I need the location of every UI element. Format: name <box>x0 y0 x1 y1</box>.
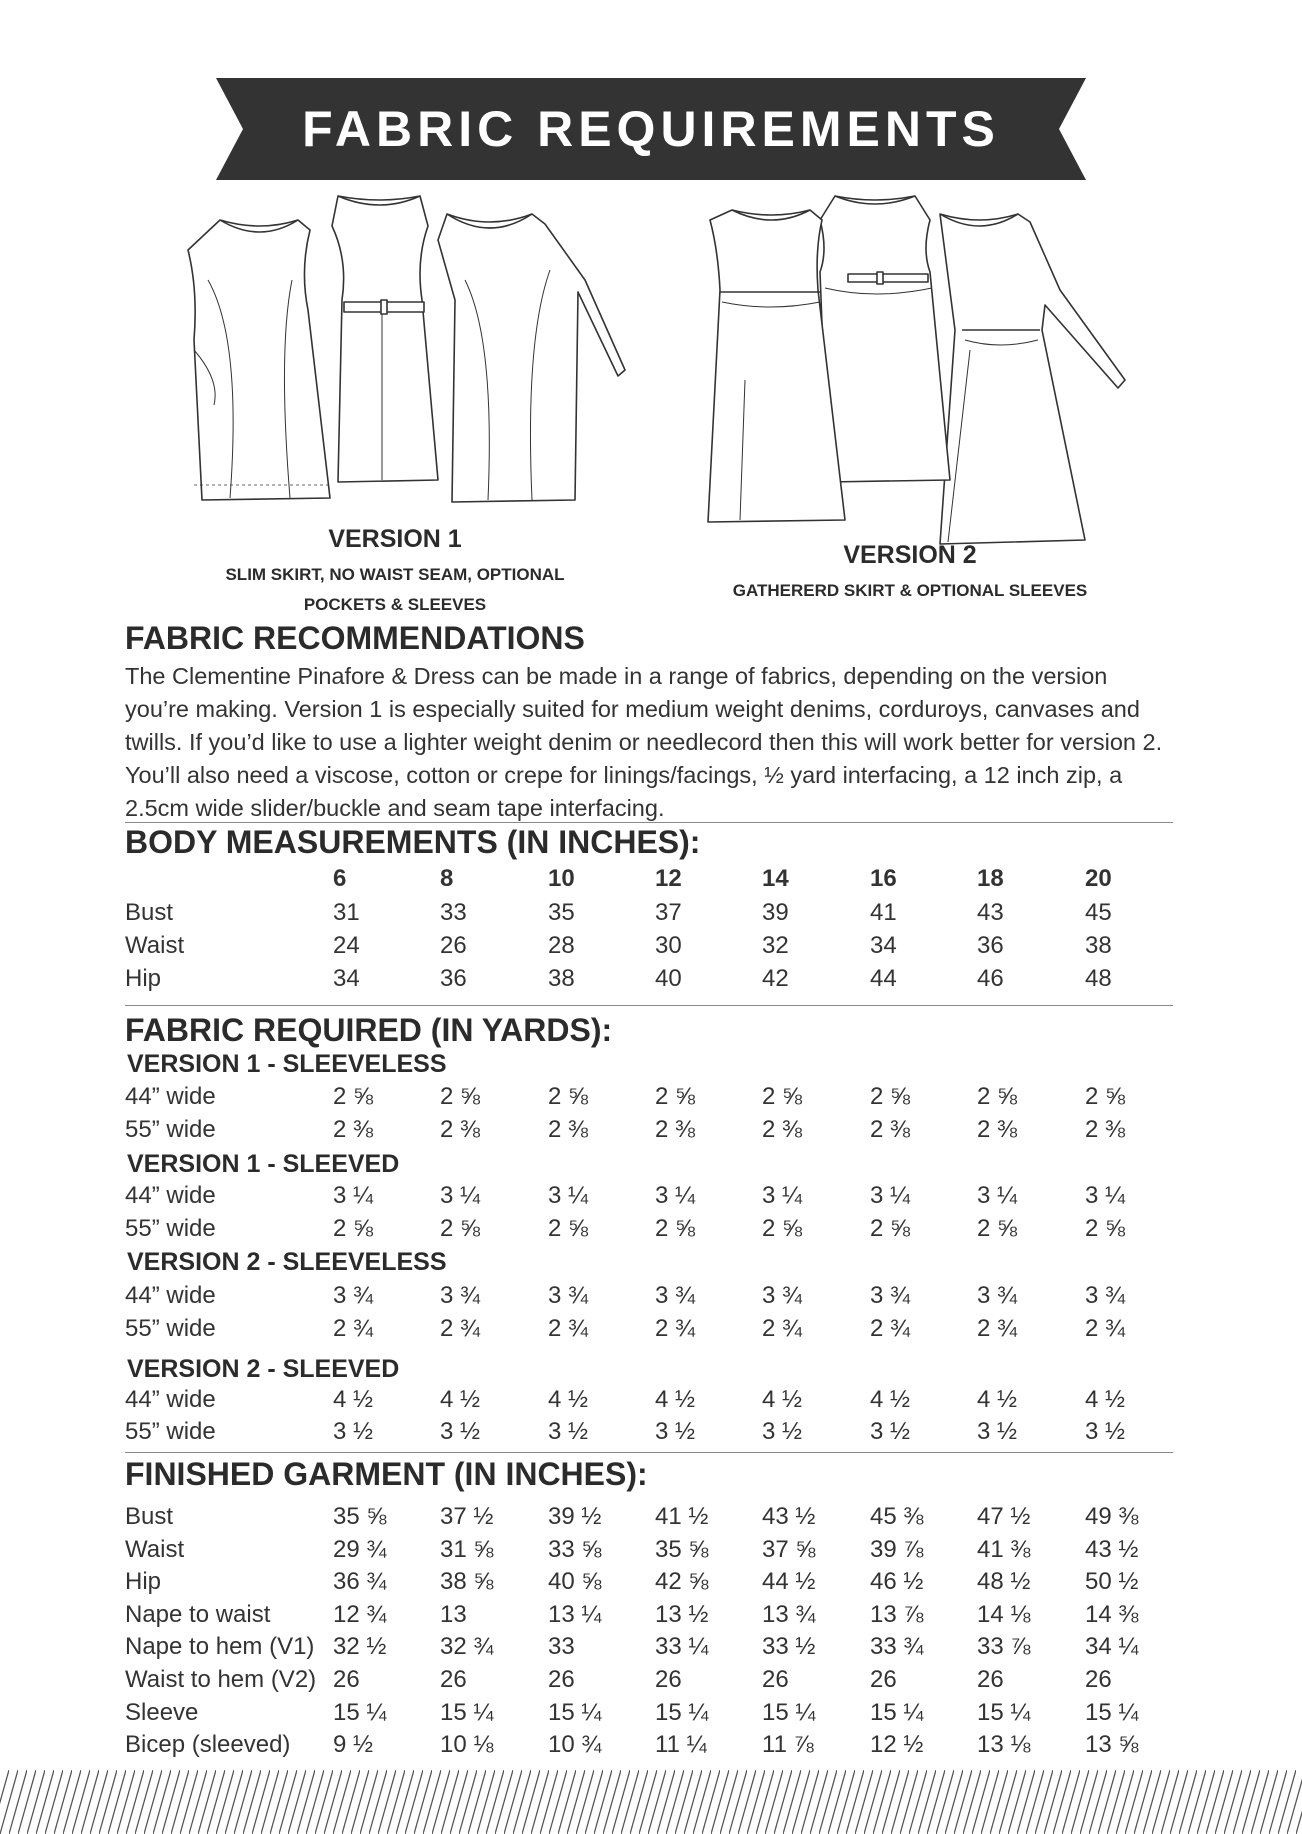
table-cell: 2 ⅝ <box>548 1215 589 1242</box>
table-cell: 42 <box>762 965 789 992</box>
table-row <box>0 1565 1302 1598</box>
table-cell: 43 ½ <box>762 1503 816 1530</box>
table-cell: 2 ⅝ <box>333 1215 374 1242</box>
table-cell: 38 ⅝ <box>440 1568 494 1596</box>
table-cell: 3 ¼ <box>440 1182 481 1209</box>
version1-subtitle-line1: SLIM SKIRT, NO WAIST SEAM, OPTIONAL <box>225 565 565 584</box>
table-cell: 10 ¾ <box>548 1731 602 1759</box>
table-cell: 45 <box>1085 899 1112 926</box>
table-cell: 13 ⅛ <box>977 1731 1031 1759</box>
table-cell: 39 ½ <box>548 1503 602 1530</box>
table-cell: 15 ¼ <box>870 1698 924 1726</box>
table-cell: 26 <box>333 1666 360 1693</box>
table-cell: 3 ½ <box>762 1418 803 1445</box>
table-cell: 2 ⅝ <box>655 1083 696 1110</box>
table-cell: 3 ½ <box>655 1418 696 1445</box>
row-label: Waist <box>125 932 185 959</box>
table-cell: 35 <box>548 899 575 926</box>
table-cell: 26 <box>655 1666 682 1693</box>
version1-subtitle-line2: POCKETS & SLEEVES <box>303 595 487 614</box>
table-cell: 2 ⅝ <box>762 1083 803 1110</box>
table-row <box>0 929 1302 962</box>
table-cell: 3 ½ <box>333 1418 374 1445</box>
page-title: FABRIC REQUIREMENTS <box>302 101 1000 157</box>
row-label: Nape to hem (V1) <box>125 1633 315 1661</box>
table-cell: 13 ⅞ <box>870 1600 924 1628</box>
size-header-cell: 8 <box>440 865 454 892</box>
row-label: 44” wide <box>125 1083 216 1110</box>
table-cell: 44 <box>870 965 897 992</box>
table-cell: 2 ⅝ <box>655 1215 696 1242</box>
table-row <box>0 896 1302 929</box>
body-measurements-heading: BODY MEASUREMENTS (IN INCHES): <box>125 824 701 860</box>
fabric-required-heading: FABRIC REQUIRED (IN YARDS): <box>125 1012 613 1048</box>
table-cell: 3 ½ <box>440 1418 481 1445</box>
table-cell: 4 ½ <box>977 1386 1018 1413</box>
table-row <box>0 1212 1302 1245</box>
table-cell: 11 ¼ <box>655 1731 707 1759</box>
table-row <box>0 1383 1302 1416</box>
table-cell: 2 ⅜ <box>333 1116 374 1143</box>
table-cell: 13 ½ <box>655 1600 709 1628</box>
table-cell: 2 ⅝ <box>870 1215 911 1242</box>
table-cell: 15 ¼ <box>762 1698 816 1726</box>
table-cell: 15 ¼ <box>1085 1698 1139 1726</box>
table-cell: 26 <box>870 1666 897 1693</box>
table-cell: 3 ¾ <box>440 1282 481 1309</box>
table-cell: 11 ⅞ <box>762 1731 814 1759</box>
table-cell: 3 ¼ <box>762 1182 803 1209</box>
table-cell: 2 ⅜ <box>977 1116 1018 1143</box>
table-cell: 35 ⅝ <box>655 1535 709 1563</box>
size-header-cell: 12 <box>655 865 682 892</box>
table-cell: 2 ¾ <box>333 1315 374 1342</box>
table-cell: 13 ⅝ <box>1085 1731 1139 1759</box>
row-label: Waist <box>125 1535 185 1563</box>
table-cell: 36 <box>440 965 467 992</box>
table-cell: 2 ⅝ <box>1085 1215 1126 1242</box>
footer-diagonal-stripes <box>0 1770 1302 1834</box>
table-cell: 3 ¾ <box>548 1282 589 1309</box>
recommendations-heading: FABRIC RECOMMENDATIONS <box>125 620 585 656</box>
table-cell: 15 ¼ <box>440 1698 494 1726</box>
table-cell: 3 ¼ <box>333 1182 374 1209</box>
size-header-cell: 16 <box>870 865 897 892</box>
table-cell: 2 ⅜ <box>762 1116 803 1143</box>
table-cell: 26 <box>440 932 467 959</box>
table-cell: 3 ¼ <box>548 1182 589 1209</box>
table-cell: 49 ⅜ <box>1085 1503 1139 1530</box>
table-cell: 24 <box>333 932 360 959</box>
table-cell: 48 <box>1085 965 1112 992</box>
table-cell: 42 ⅝ <box>655 1568 709 1596</box>
table-row <box>0 1630 1302 1663</box>
row-label: Hip <box>125 1568 162 1596</box>
table-cell: 39 <box>762 899 789 926</box>
table-cell: 12 ¾ <box>333 1600 387 1628</box>
table-cell: 15 ¼ <box>655 1698 709 1726</box>
divider <box>125 1452 1173 1453</box>
table-cell: 37 ½ <box>440 1503 494 1530</box>
table-cell: 3 ½ <box>548 1418 589 1445</box>
table-cell: 2 ⅜ <box>1085 1116 1126 1143</box>
size-header-cell: 20 <box>1085 865 1112 892</box>
divider <box>125 822 1173 823</box>
table-cell: 3 ¾ <box>977 1282 1018 1309</box>
table-cell: 33 ⅞ <box>977 1633 1031 1661</box>
table-cell: 38 <box>1085 932 1112 959</box>
table-cell: 2 ¾ <box>655 1315 696 1342</box>
table-cell: 3 ½ <box>1085 1418 1126 1445</box>
table-cell: 26 <box>548 1666 575 1693</box>
table-cell: 46 ½ <box>870 1568 924 1596</box>
version2-title: VERSION 2 <box>843 541 977 569</box>
table-cell: 2 ⅜ <box>870 1116 911 1143</box>
table-row <box>0 1080 1302 1113</box>
table-cell: 15 ¼ <box>977 1698 1031 1726</box>
size-header-cell: 6 <box>333 865 347 892</box>
table-cell: 44 ½ <box>762 1568 816 1596</box>
table-cell: 2 ⅝ <box>1085 1083 1126 1110</box>
table-cell: 33 ½ <box>762 1633 816 1661</box>
table-row <box>0 1179 1302 1212</box>
table-cell: 41 <box>870 899 897 926</box>
table-row <box>0 1500 1302 1533</box>
row-label: Bust <box>125 899 174 926</box>
table-cell: 50 ½ <box>1085 1568 1139 1596</box>
table-cell: 3 ¼ <box>655 1182 696 1209</box>
row-label: Nape to waist <box>125 1600 271 1628</box>
table-cell: 35 ⅝ <box>333 1503 387 1530</box>
version2-dress-illustration <box>700 180 1140 550</box>
table-cell: 4 ½ <box>655 1386 696 1413</box>
table-cell: 4 ½ <box>333 1386 374 1413</box>
table-cell: 32 <box>762 932 789 959</box>
table-cell: 26 <box>762 1666 789 1693</box>
table-cell: 2 ¾ <box>1085 1315 1126 1342</box>
table-cell: 32 ½ <box>333 1633 387 1661</box>
version-group-heading: VERSION 1 - SLEEVELESS <box>127 1050 447 1078</box>
table-cell: 2 ⅝ <box>548 1083 589 1110</box>
table-cell: 31 <box>333 899 360 926</box>
table-cell: 26 <box>440 1666 467 1693</box>
table-cell: 39 ⅞ <box>870 1535 924 1563</box>
table-cell: 3 ¾ <box>655 1282 696 1309</box>
table-cell: 36 <box>977 932 1004 959</box>
table-cell: 3 ½ <box>977 1418 1018 1445</box>
table-cell: 2 ⅝ <box>333 1083 374 1110</box>
version1-title: VERSION 1 <box>328 525 462 553</box>
table-cell: 2 ⅜ <box>655 1116 696 1143</box>
row-label: Sleeve <box>125 1698 199 1726</box>
table-cell: 10 ⅛ <box>440 1731 494 1759</box>
table-cell: 2 ¾ <box>440 1315 481 1342</box>
table-cell: 2 ⅜ <box>548 1116 589 1143</box>
finished-garment-heading: FINISHED GARMENT (IN INCHES): <box>125 1456 648 1492</box>
table-cell: 26 <box>977 1666 1004 1693</box>
table-cell: 3 ¾ <box>333 1282 374 1309</box>
table-row <box>0 962 1302 995</box>
table-cell: 15 ¼ <box>333 1698 387 1726</box>
table-cell: 36 ¾ <box>333 1568 387 1596</box>
table-cell: 3 ¼ <box>1085 1182 1126 1209</box>
size-header-row <box>0 862 1302 895</box>
row-label: Hip <box>125 965 162 992</box>
table-cell: 41 ½ <box>655 1503 709 1530</box>
table-row <box>0 1533 1302 1566</box>
table-cell: 3 ¾ <box>1085 1282 1126 1309</box>
table-row <box>0 1113 1302 1146</box>
table-cell: 46 <box>977 965 1004 992</box>
table-cell: 2 ⅝ <box>870 1083 911 1110</box>
table-cell: 2 ⅝ <box>762 1215 803 1242</box>
table-cell: 43 <box>977 899 1004 926</box>
table-cell: 30 <box>655 932 682 959</box>
table-cell: 4 ½ <box>548 1386 589 1413</box>
table-row <box>0 1598 1302 1631</box>
table-cell: 3 ¾ <box>762 1282 803 1309</box>
table-cell: 26 <box>1085 1666 1112 1693</box>
table-cell: 33 ¾ <box>870 1633 924 1661</box>
table-cell: 3 ¼ <box>870 1182 911 1209</box>
size-header-cell: 14 <box>762 865 789 892</box>
table-cell: 3 ¼ <box>977 1182 1018 1209</box>
size-header-cell: 10 <box>548 865 575 892</box>
table-cell: 45 ⅜ <box>870 1503 924 1530</box>
recommendations-text: The Clementine Pinafore & Dress can be made in a range of fabrics, depending on the version you’re making. Version 1 is especially suited for medium weight denims, corduroys, canvases and twills. If you’d like to use a lighter weight denim or needlecord then this will work better for version 2. You’ll also need a viscose, cotton or crepe for linings/facings, ½ yard interfacing, a 12 inch zip, a 2.5cm wide slider/buckle and seam tape interfacing. <box>125 663 1163 821</box>
table-cell: 13 ¾ <box>762 1600 816 1628</box>
table-cell: 48 ½ <box>977 1568 1031 1596</box>
table-cell: 2 ¾ <box>548 1315 589 1342</box>
table-cell: 33 ¼ <box>655 1633 709 1661</box>
table-cell: 12 ½ <box>870 1731 924 1759</box>
table-cell: 37 <box>655 899 682 926</box>
table-cell: 31 ⅝ <box>440 1535 494 1563</box>
row-label: 55” wide <box>125 1116 216 1143</box>
row-label: Bicep (sleeved) <box>125 1731 291 1759</box>
table-cell: 3 ½ <box>870 1418 911 1445</box>
row-label: 44” wide <box>125 1386 216 1413</box>
table-cell: 43 ½ <box>1085 1535 1139 1563</box>
table-cell: 4 ½ <box>762 1386 803 1413</box>
table-cell: 2 ¾ <box>762 1315 803 1342</box>
table-cell: 2 ¾ <box>977 1315 1018 1342</box>
title-banner <box>216 78 1086 180</box>
table-cell: 14 ⅛ <box>977 1600 1031 1628</box>
table-cell: 2 ⅝ <box>977 1083 1018 1110</box>
table-cell: 2 ⅜ <box>440 1116 481 1143</box>
table-row <box>0 1279 1302 1312</box>
table-cell: 34 ¼ <box>1085 1633 1139 1661</box>
row-label: 55” wide <box>125 1315 216 1342</box>
table-cell: 29 ¾ <box>333 1535 387 1563</box>
table-cell: 34 <box>870 932 897 959</box>
table-cell: 34 <box>333 965 360 992</box>
size-header-cell: 18 <box>977 865 1004 892</box>
table-cell: 38 <box>548 965 575 992</box>
row-label: 44” wide <box>125 1282 216 1309</box>
table-cell: 2 ⅝ <box>977 1215 1018 1242</box>
divider <box>125 1005 1173 1006</box>
table-cell: 41 ⅜ <box>977 1535 1031 1563</box>
table-row <box>0 1663 1302 1696</box>
table-cell: 47 ½ <box>977 1503 1031 1530</box>
version-group-heading: VERSION 2 - SLEEVED <box>127 1355 400 1383</box>
table-cell: 15 ¼ <box>548 1698 602 1726</box>
table-cell: 4 ½ <box>1085 1386 1126 1413</box>
table-cell: 33 ⅝ <box>548 1535 602 1563</box>
version-group-heading: VERSION 2 - SLEEVELESS <box>127 1248 447 1276</box>
table-cell: 33 <box>440 899 467 926</box>
version1-dress-illustration <box>180 180 640 510</box>
row-label: 55” wide <box>125 1418 216 1445</box>
table-cell: 37 ⅝ <box>762 1535 816 1563</box>
row-label: 55” wide <box>125 1215 216 1242</box>
table-cell: 40 ⅝ <box>548 1568 602 1596</box>
table-cell: 33 <box>548 1633 575 1661</box>
table-cell: 3 ¾ <box>870 1282 911 1309</box>
table-cell: 2 ⅝ <box>440 1215 481 1242</box>
version-group-heading: VERSION 1 - SLEEVED <box>127 1150 400 1178</box>
table-cell: 14 ⅜ <box>1085 1600 1139 1628</box>
version2-subtitle: GATHERERD SKIRT & OPTIONAL SLEEVES <box>732 581 1088 600</box>
table-row <box>0 1415 1302 1448</box>
table-cell: 2 ⅝ <box>440 1083 481 1110</box>
table-cell: 13 <box>440 1600 467 1628</box>
table-row <box>0 1728 1302 1761</box>
table-row <box>0 1312 1302 1345</box>
table-row <box>0 1696 1302 1729</box>
table-cell: 4 ½ <box>440 1386 481 1413</box>
table-cell: 4 ½ <box>870 1386 911 1413</box>
table-cell: 2 ¾ <box>870 1315 911 1342</box>
table-cell: 28 <box>548 932 575 959</box>
row-label: 44” wide <box>125 1182 216 1209</box>
table-cell: 13 ¼ <box>548 1600 602 1628</box>
row-label: Waist to hem (V2) <box>125 1666 317 1693</box>
row-label: Bust <box>125 1503 174 1530</box>
table-cell: 32 ¾ <box>440 1633 494 1661</box>
table-cell: 40 <box>655 965 682 992</box>
table-cell: 9 ½ <box>333 1731 374 1759</box>
